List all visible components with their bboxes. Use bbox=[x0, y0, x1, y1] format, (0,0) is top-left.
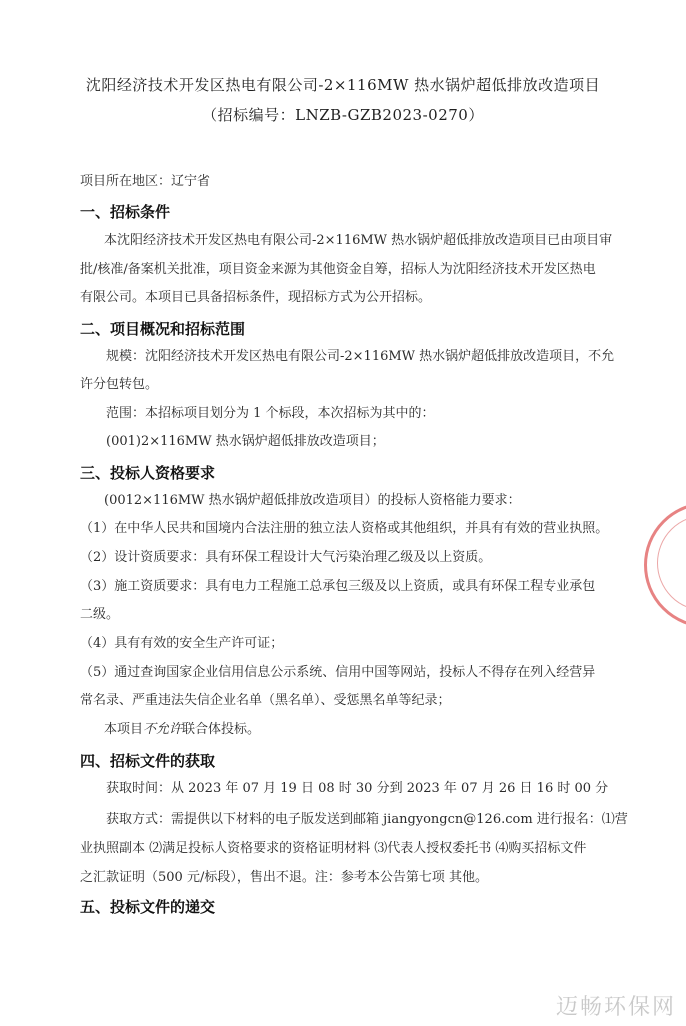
section-3-line: （1）在中华人民共和国境内合法注册的独立法人资格或其他组织，并具有有效的营业执照。 bbox=[80, 521, 609, 536]
section-1-heading: 一、招标条件 bbox=[80, 203, 171, 221]
section-3-line: 常名录、严重违法失信企业名单（黑名单）、受惩黑名单等纪录； bbox=[80, 693, 451, 708]
joint-bid-italic: 不允许 bbox=[143, 722, 183, 737]
section-2-line: (001)2×116MW 热水锅炉超低排放改造项目； bbox=[106, 434, 385, 449]
section-3-line: (0012×116MW 热水锅炉超低排放改造项目）的投标人资格能力要求： bbox=[104, 493, 521, 508]
section-2-line: 规模：沈阳经济技术开发区热电有限公司-2×116MW 热水锅炉超低排放改造项目，不允 bbox=[106, 349, 615, 364]
section-1-line: 有限公司。本项目已具备招标条件，现招标方式为公开招标。 bbox=[80, 290, 432, 305]
red-seal-stamp bbox=[644, 502, 686, 628]
section-2-line: 范围：本招标项目划分为 1 个标段，本次招标为其中的： bbox=[106, 406, 435, 421]
seal-inner-ring bbox=[657, 515, 686, 611]
section-2-heading: 二、项目概况和招标范围 bbox=[80, 320, 246, 338]
section-4-line: 业执照副本 ⑵满足投标人资格要求的资格证明材料 ⑶代表人授权委托书 ⑷购买招标文件 bbox=[80, 841, 587, 856]
section-3-heading: 三、投标人资格要求 bbox=[80, 464, 216, 482]
section-3-line: （5）通过查询国家企业信用信息公示系统、信用中国等网站，投标人不得存在列入经营异 bbox=[80, 665, 596, 680]
document-title: 沈阳经济技术开发区热电有限公司-2×116MW 热水锅炉超低排放改造项目 bbox=[85, 76, 601, 94]
joint-bid-suffix: 联合体投标。 bbox=[182, 722, 261, 737]
section-1-line: 本沈阳经济技术开发区热电有限公司-2×116MW 热水锅炉超低排放改造项目已由项目审 bbox=[104, 233, 613, 248]
project-location: 项目所在地区：辽宁省 bbox=[80, 174, 211, 189]
bid-number: （招标编号：LNZB-GZB2023-0270） bbox=[202, 106, 484, 124]
section-5-heading: 五、投标文件的递交 bbox=[80, 898, 216, 916]
joint-bid-prefix: 本项目 bbox=[104, 722, 144, 737]
section-3-line: 二级。 bbox=[80, 607, 120, 622]
section-4-line: 获取方式：需提供以下材料的电子版发送到邮箱 jiangyongcn@126.com 进行报名：⑴营 bbox=[106, 812, 628, 827]
section-4-heading: 四、招标文件的获取 bbox=[80, 752, 216, 770]
section-4-line: 之汇款证明（500 元/标段），售出不退。注：参考本公告第七项 其他。 bbox=[80, 870, 488, 885]
section-2-line: 许分包转包。 bbox=[80, 377, 159, 392]
section-1-line: 批/核准/备案机关批准，项目资金来源为其他资金自筹，招标人为沈阳经济技术开发区热电 bbox=[80, 262, 596, 277]
joint-bid-note bbox=[104, 721, 644, 739]
site-watermark: 迈畅环保网 bbox=[555, 995, 676, 1020]
section-4-line: 获取时间：从 2023 年 07 月 19 日 08 时 30 分到 2023 年 07 月 26 日 16 时 00 分 bbox=[106, 781, 609, 796]
section-3-line: （2）设计资质要求：具有环保工程设计大气污染治理乙级及以上资质。 bbox=[80, 550, 492, 565]
section-3-line: （3）施工资质要求：具有电力工程施工总承包三级及以上资质，或具有环保工程专业承包 bbox=[80, 579, 596, 594]
section-3-line: （4）具有有效的安全生产许可证； bbox=[80, 636, 284, 651]
